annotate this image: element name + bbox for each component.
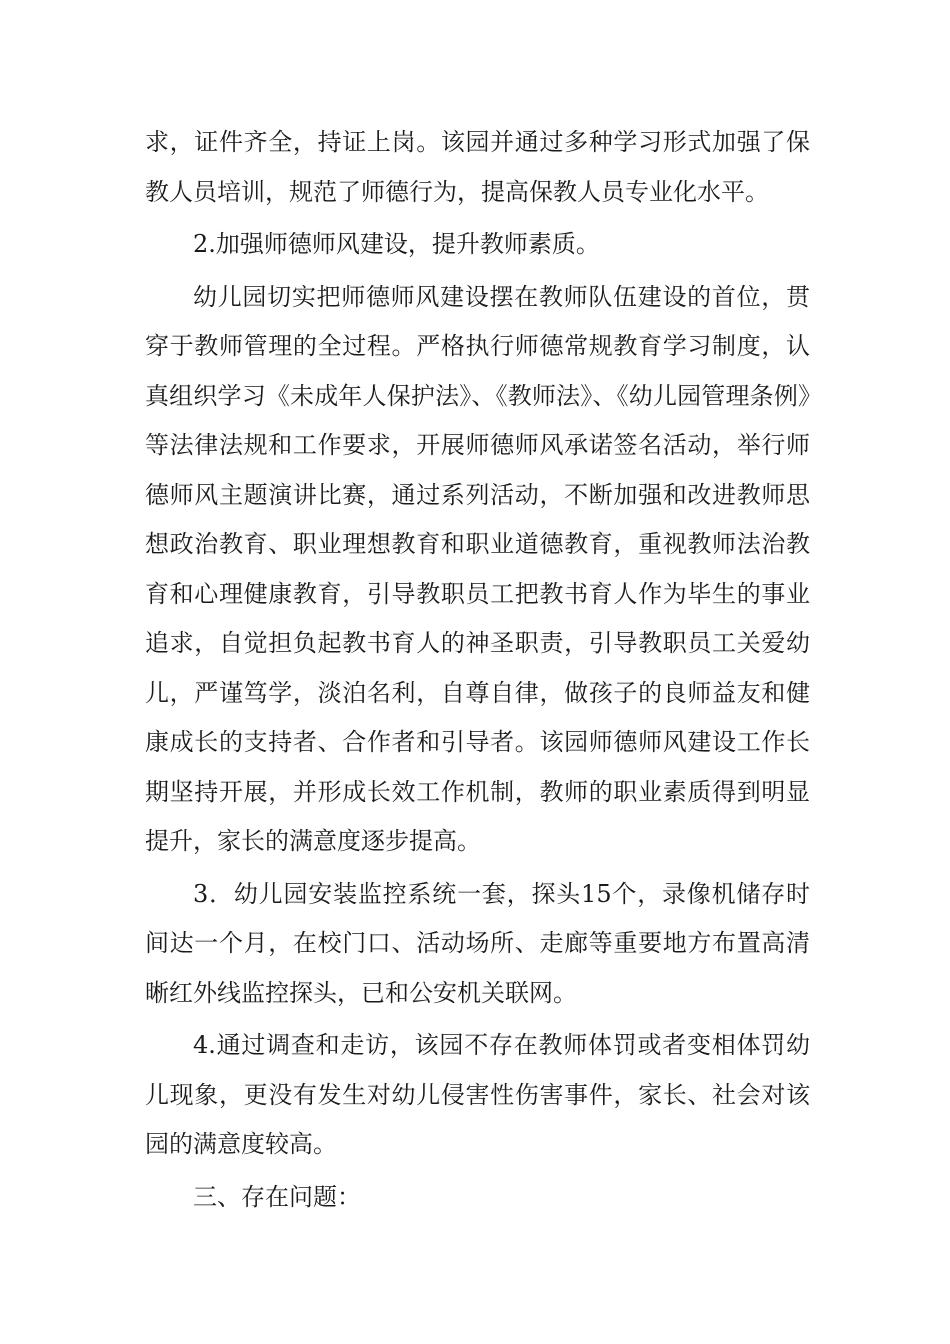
section-heading-problems: 三、存在问题： (193, 1182, 361, 1211)
paragraph-item-3-monitoring: 3．幼儿园安装监控系统一套，探头15个，录像机储存时间达一个月，在校门口、活动场所、走廊等重要地方布置高清晰红外线监控探头，已和公安机关联网。 (145, 879, 810, 1007)
document-body (145, 118, 810, 1222)
paragraph-continuation: 求，证件齐全，持证上岗。该园并通过多种学习形式加强了保教人员培训，规范了师德行为，提高保教人员专业化水平。 (145, 128, 810, 206)
paragraph-item-4-survey: 4.通过调查和走访，该园不存在教师体罚或者变相体罚幼儿现象，更没有发生对幼儿侵害性伤害事件，家长、社会对该园的满意度较高。 (145, 1031, 810, 1158)
paragraph-item-2-heading: 2.加强师德师风建设，提升教师素质。 (193, 230, 600, 258)
paragraph-teacher-ethics: 幼儿园切实把师德师风建设摆在教师队伍建设的首位，贯穿于教师管理的全过程。严格执行师德常规教育学习制度，认真组织学习《未成年人保护法》、《教师法》、《幼儿园管理条例》等法律法规和工作要求，开展师德师风承诺签名活动，举行师德师风主题演讲比赛，通过系列活动，不断加强和改进教师思想政治教育、职业理想教育和职业道德教育，重视教师法治教育和心理健康教育，引导教职员工把教书育人作为毕生的事业追求，自觉担负起教书育人的神圣职责，引导教职员工关爱幼儿，严谨笃学，淡泊名利，自尊自律，做孩子的良师益友和健康成长的支持者、合作者和引导者。该园师德师风建设工作长期坚持开展，并形成长效工作机制，教师的职业素质得到明显提升，家长的满意度逐步提高。 (145, 282, 810, 855)
